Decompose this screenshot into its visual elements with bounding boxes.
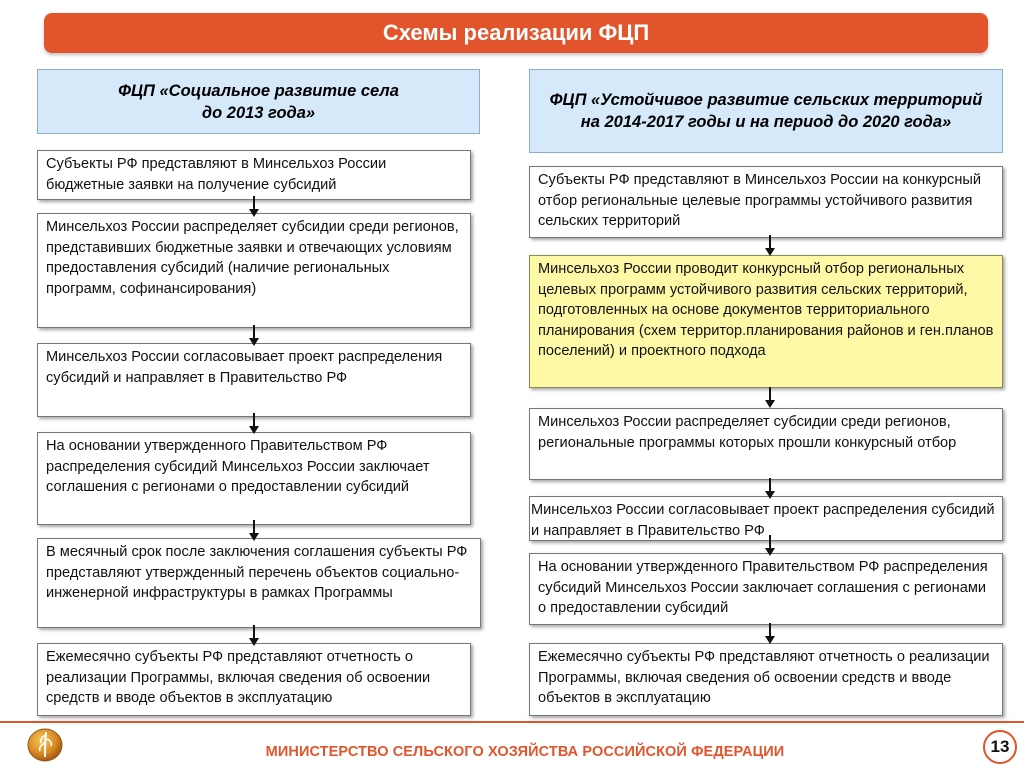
- right-arrow-5: [765, 623, 775, 645]
- left-program-header: ФЦП «Социальное развитие села до 2013 года»: [37, 69, 480, 134]
- left-step-2: Минсельхоз России распределяет субсидии среди регионов, представивших бюджетные заявки и отвечающих условиям предоставления субсидий (наличие региональных программ, софинансирования): [37, 213, 471, 328]
- left-arrow-3: [249, 413, 259, 435]
- left-step-1: Субъекты РФ представляют в Минсельхоз России бюджетные заявки на получение субсидий: [37, 150, 471, 200]
- page-number: 13: [983, 730, 1017, 764]
- right-step-4: Минсельхоз России согласовывает проект распределения субсидий и направляет в Правительство РФ: [529, 496, 1003, 541]
- right-arrow-2: [765, 387, 775, 409]
- left-step-4: На основании утвержденного Правительством РФ распределения субсидий Минсельхоз России заключает соглашения с регионами о предоставлении субсидий: [37, 432, 471, 525]
- slide-title: Схемы реализации ФЦП: [44, 13, 988, 53]
- right-step-6: Ежемесячно субъекты РФ представляют отчетность о реализации Программы, включая сведения об освоении средств и вводе объектов в эксплуатацию: [529, 643, 1003, 716]
- right-step-2-highlighted: Минсельхоз России проводит конкурсный отбор региональных целевых программ устойчивого развития сельских территорий, подготовленных на основе документов территориального планирования (схем территор.планирования районов и ген.планов поселений) и проектного подхода: [529, 255, 1003, 388]
- left-arrow-2: [249, 325, 259, 347]
- left-arrow-5: [249, 625, 259, 647]
- footer-divider: [0, 721, 1024, 723]
- left-arrow-4: [249, 520, 259, 542]
- left-step-5: В месячный срок после заключения соглашения субъекты РФ представляют утвержденный перечень объектов социально-инженерной инфраструктуры в рамках Программы: [37, 538, 481, 628]
- left-step-3: Минсельхоз России согласовывает проект распределения субсидий и направляет в Правительство РФ: [37, 343, 471, 417]
- right-step-3: Минсельхоз России распределяет субсидии среди регионов, региональные программы которых прошли конкурсный отбор: [529, 408, 1003, 480]
- right-arrow-4: [765, 535, 775, 557]
- right-arrow-1: [765, 235, 775, 257]
- right-step-5: На основании утвержденного Правительством РФ распределения субсидий Минсельхоз России заключает соглашения с регионами о предоставлении субсидий: [529, 553, 1003, 625]
- left-arrow-1: [249, 196, 259, 218]
- ministry-name: МИНИСТЕРСТВО СЕЛЬСКОГО ХОЗЯЙСТВА РОССИЙСКОЙ ФЕДЕРАЦИИ: [265, 744, 785, 760]
- left-step-6: Ежемесячно субъекты РФ представляют отчетность о реализации Программы, включая сведения об освоении средств и вводе объектов в эксплуатацию: [37, 643, 471, 716]
- right-step-1: Субъекты РФ представляют в Минсельхоз России на конкурсный отбор региональные целевые программы устойчивого развития сельских территорий: [529, 166, 1003, 238]
- right-program-header: ФЦП «Устойчивое развитие сельских территорий на 2014-2017 годы и на период до 2020 года»: [529, 69, 1003, 153]
- right-arrow-3: [765, 478, 775, 500]
